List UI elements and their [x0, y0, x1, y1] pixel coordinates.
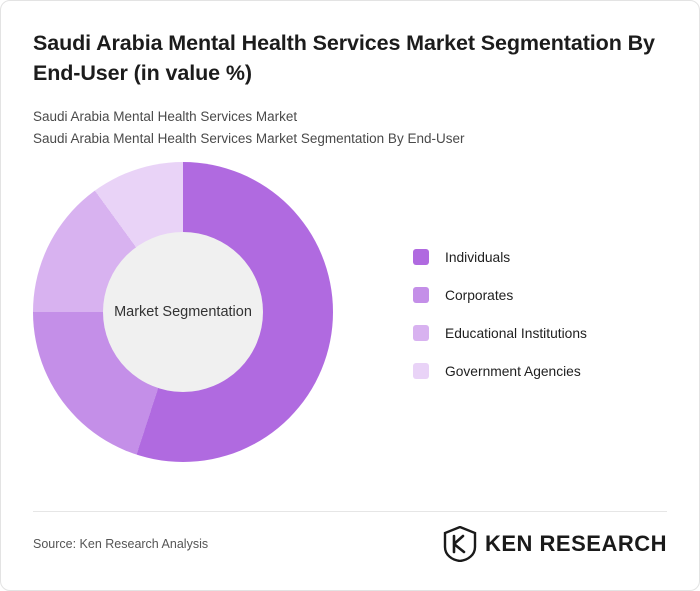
legend-item[interactable] — [413, 276, 673, 314]
subtitle-group — [33, 106, 667, 150]
legend-label: Corporates — [445, 287, 514, 303]
source-note: Source: Ken Research Analysis — [33, 537, 209, 551]
subtitle-segmentation: Saudi Arabia Mental Health Services Market Segmentation By End-User — [33, 131, 465, 147]
subtitle-market: Saudi Arabia Mental Health Services Market — [33, 109, 298, 125]
legend-swatch-icon — [413, 287, 429, 303]
legend-label: Individuals — [445, 249, 511, 265]
footer-divider — [33, 511, 667, 512]
donut-center-label: Market Segmentation — [114, 303, 252, 320]
legend-swatch-icon — [413, 325, 429, 341]
legend-label: Government Agencies — [445, 363, 581, 379]
ken-shield-icon — [443, 526, 477, 562]
chart-area — [1, 156, 699, 486]
chart-header — [1, 1, 699, 150]
brand-text: KEN RESEARCH — [484, 531, 667, 556]
legend-item[interactable] — [413, 314, 673, 352]
legend-item[interactable] — [413, 238, 673, 276]
legend-item[interactable] — [413, 352, 673, 390]
brand-logo — [443, 526, 667, 562]
page-title: Saudi Arabia Mental Health Services Market Segmentation By End-User (in value %) — [33, 31, 655, 85]
chart-legend — [413, 238, 673, 390]
legend-swatch-icon — [413, 249, 429, 265]
donut-chart — [33, 162, 333, 462]
chart-footer — [33, 526, 667, 562]
legend-label: Educational Institutions — [445, 325, 587, 341]
legend-swatch-icon — [413, 363, 429, 379]
donut-center — [103, 232, 263, 392]
